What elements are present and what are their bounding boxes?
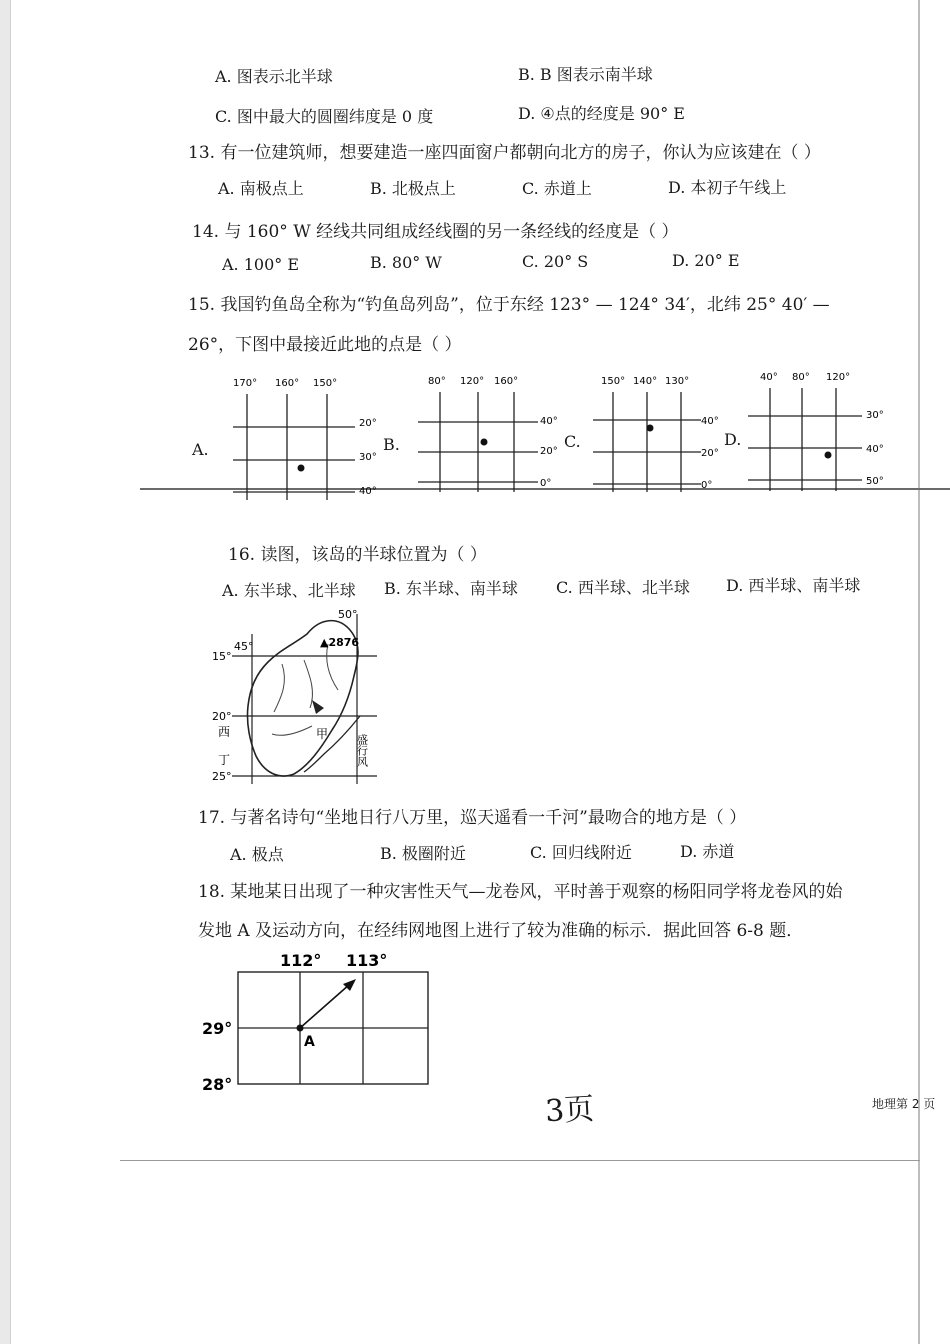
q18-stem-line1: 18. 某地某日出现了一种灾害性天气—龙卷风，平时善于观察的杨阳同学将龙卷风的始 bbox=[198, 882, 843, 902]
map-place-ding: 丁 bbox=[218, 753, 231, 767]
q12-option-d[interactable]: D. ④点的经度是 90° E bbox=[518, 104, 685, 123]
q15-option-d[interactable]: D. bbox=[724, 430, 742, 449]
island-rivers bbox=[272, 644, 338, 735]
map-lat-20: 20° bbox=[212, 710, 232, 723]
map-lon-45: 45° bbox=[234, 640, 254, 653]
grid-lat-28: 28° bbox=[202, 1075, 233, 1094]
q16-island-map bbox=[212, 604, 402, 793]
q13-option-b[interactable]: B. 北极点上 bbox=[370, 179, 456, 198]
map-peak: ▲2876 bbox=[320, 636, 360, 649]
q14-stem: 14. 与 160° W 经线共同组成经线圈的另一条经线的经度是（ ） bbox=[192, 222, 679, 242]
grid-c-lon-3: 130° bbox=[665, 376, 690, 387]
grid-lon-113: 113° bbox=[346, 951, 388, 970]
map-lat-25: 25° bbox=[212, 770, 232, 783]
grid-c-point bbox=[647, 425, 654, 432]
q14-option-b[interactable]: B. 80° W bbox=[370, 253, 442, 272]
map-wind-label: 盛行风 bbox=[355, 734, 369, 767]
grid-d-lon-2: 80° bbox=[792, 372, 810, 383]
q17-option-a[interactable]: A. 极点 bbox=[230, 845, 284, 864]
q15-grid-c bbox=[585, 372, 735, 501]
q13-option-d[interactable]: D. 本初子午线上 bbox=[668, 178, 787, 197]
q14-option-c[interactable]: C. 20° S bbox=[522, 252, 589, 271]
grid-d-lat-3: 50° bbox=[866, 476, 884, 487]
q15-grid-d bbox=[740, 366, 900, 500]
q15-grid-b bbox=[410, 372, 570, 501]
grid-a-lon-2: 160° bbox=[275, 378, 300, 389]
grid-a-lon-3: 150° bbox=[313, 378, 338, 389]
grid-a-lat-1: 20° bbox=[359, 418, 377, 429]
map-place-xi: 西 bbox=[218, 725, 231, 739]
q15-stem-line2: 26°，下图中最接近此地的点是（ ） bbox=[188, 335, 462, 355]
grid-d-lat-2: 40° bbox=[866, 444, 884, 455]
q12-option-c[interactable]: C. 图中最大的圆圈纬度是 0 度 bbox=[215, 107, 434, 126]
map-lat-15: 15° bbox=[212, 650, 232, 663]
map-lon-50: 50° bbox=[338, 608, 358, 621]
scan-right-edge bbox=[918, 0, 920, 1344]
q16-option-b[interactable]: B. 东半球、南半球 bbox=[384, 579, 518, 598]
q13-stem: 13. 有一位建筑师，想要建造一座四面窗户都朝向北方的房子，你认为应该建在（ ） bbox=[188, 143, 821, 163]
grid-d-lat-1: 30° bbox=[866, 410, 884, 421]
grid-b-lon-3: 160° bbox=[494, 376, 519, 387]
q12-option-a[interactable]: A. 图表示北半球 bbox=[215, 67, 333, 86]
tornado-direction-line bbox=[300, 984, 350, 1028]
grid-a-lon-1: 170° bbox=[233, 378, 258, 389]
q15-option-a[interactable]: A. bbox=[192, 440, 209, 459]
grid-b-lon-2: 120° bbox=[460, 376, 485, 387]
map-place-jia: 甲 bbox=[316, 727, 329, 741]
grid-c-lat-1: 40° bbox=[701, 416, 719, 427]
grid-a-point bbox=[298, 465, 305, 472]
q16-option-c[interactable]: C. 西半球、北半球 bbox=[556, 578, 690, 597]
grid-a-lat-2: 30° bbox=[359, 452, 377, 463]
grid-a-lat-3: 40° bbox=[359, 486, 377, 497]
grid-c-lat-2: 20° bbox=[701, 448, 719, 459]
q18-grid-map bbox=[198, 948, 438, 1102]
q14-option-d[interactable]: D. 20° E bbox=[672, 251, 740, 270]
grid-d-lon-1: 40° bbox=[760, 372, 778, 383]
grid-point-label: A bbox=[304, 1034, 315, 1050]
grid-b-lat-2: 20° bbox=[540, 446, 558, 457]
grid-c-lat-3: 0° bbox=[701, 480, 713, 491]
q18-stem-line2: 发地 A 及运动方向，在经纬网地图上进行了较为准确的标示．据此回答 6-8 题． bbox=[198, 921, 804, 941]
q17-option-c[interactable]: C. 回归线附近 bbox=[530, 843, 632, 862]
grid-c-lon-2: 140° bbox=[633, 376, 658, 387]
grid-d-point bbox=[825, 452, 832, 459]
q17-stem: 17. 与著名诗句“坐地日行八万里，巡天遥看一千河”最吻合的地方是（ ） bbox=[198, 808, 747, 828]
q15-stem-line1: 15. 我国钓鱼岛全称为“钓鱼岛列岛”，位于东经 123° — 124° 34′，北纬 25° 40′ — bbox=[188, 295, 830, 315]
grid-lon-112: 112° bbox=[280, 951, 322, 970]
q16-option-a[interactable]: A. 东半球、北半球 bbox=[222, 581, 356, 600]
q14-option-a[interactable]: A. 100° E bbox=[222, 255, 300, 274]
grid-b-lat-3: 0° bbox=[540, 478, 552, 489]
grid-lat-29: 29° bbox=[202, 1019, 233, 1038]
page-footer: 地理第 2 页 bbox=[872, 1097, 936, 1111]
grid-b-lon-1: 80° bbox=[428, 376, 446, 387]
q16-option-d[interactable]: D. 西半球、南半球 bbox=[726, 576, 861, 595]
q15-option-c[interactable]: C. bbox=[564, 432, 581, 451]
grid-c-lon-1: 150° bbox=[601, 376, 626, 387]
q17-option-d[interactable]: D. 赤道 bbox=[680, 842, 735, 861]
q16-stem: 16. 读图，该岛的半球位置为（ ） bbox=[228, 545, 487, 565]
grid-d-lon-3: 120° bbox=[826, 372, 851, 383]
grid-b-point bbox=[481, 439, 488, 446]
handwritten-note: 3页 bbox=[544, 1091, 596, 1130]
q12-option-b[interactable]: B. B 图表示南半球 bbox=[518, 65, 653, 84]
grid-b-lat-1: 40° bbox=[540, 416, 558, 427]
wind-arrow-line bbox=[304, 716, 360, 772]
q15-grid-a bbox=[225, 372, 385, 506]
q15-option-b[interactable]: B. bbox=[383, 435, 400, 454]
q13-option-a[interactable]: A. 南极点上 bbox=[218, 179, 304, 198]
wind-arrow-head bbox=[312, 700, 324, 714]
q17-option-b[interactable]: B. 极圈附近 bbox=[380, 844, 466, 863]
bottom-rule bbox=[120, 1160, 920, 1161]
scan-left-edge bbox=[0, 0, 11, 1344]
q13-option-c[interactable]: C. 赤道上 bbox=[522, 179, 592, 198]
